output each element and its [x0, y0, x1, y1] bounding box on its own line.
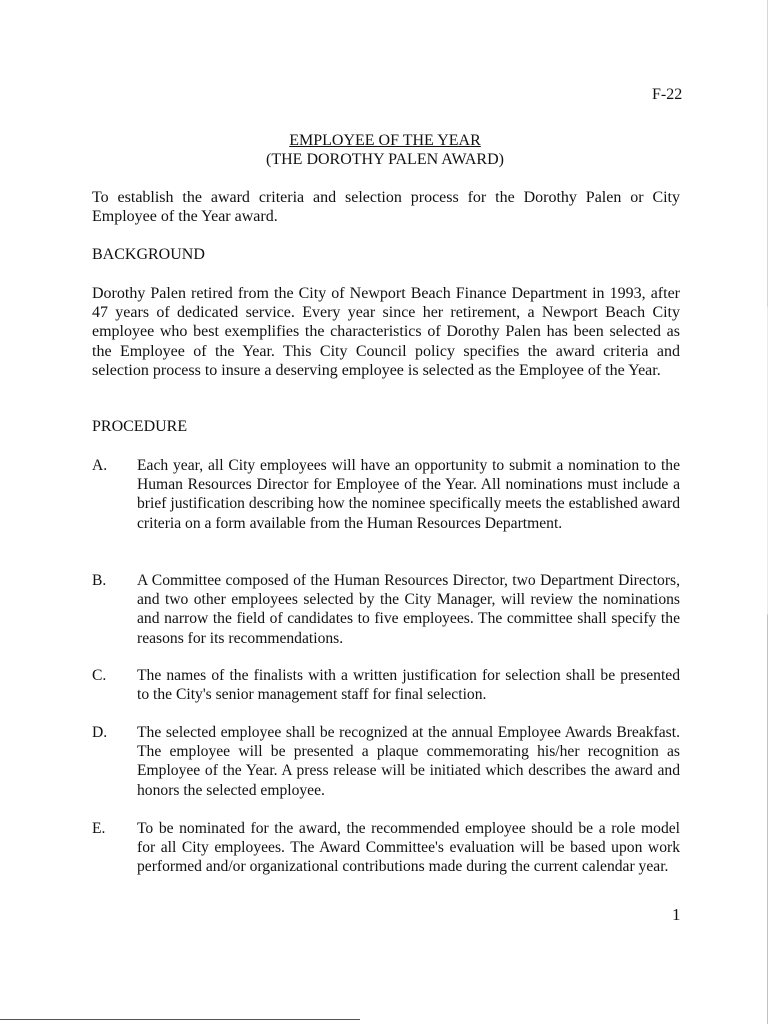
procedure-letter: E. — [92, 820, 106, 837]
procedure-letter: A. — [92, 457, 108, 474]
bottom-rule — [0, 1019, 360, 1020]
purpose-paragraph: To establish the award criteria and selection process for the Dorothy Palen or City Employee of the Year award. — [92, 189, 680, 226]
procedure-text: The selected employee shall be recognized at the annual Employee Awards Breakfast. The employee will be presented a plaque commemorating his/her recognition as Employee of the Year. A press release will be initiated which describes the award and honors the selected employee. — [137, 724, 680, 799]
procedure-text: A Committee composed of the Human Resources Director, two Department Directors, and two other employees selected by the City Manager, will review the nominations and narrow the field of candidates to five employees. The committee shall specify the reasons for its recommendations. — [137, 572, 680, 647]
title-line-2: (THE DOROTHY PALEN AWARD) — [266, 151, 504, 168]
procedure-letter: C. — [92, 667, 107, 684]
procedure-text: To be nominated for the award, the recommended employee should be a role model for all City employees. The Award Committee's evaluation will be based upon work performed and/or organizational contributions made during the current calendar year. — [137, 820, 680, 876]
page-number: 1 — [672, 905, 681, 924]
procedure-text: The names of the finalists with a written justification for selection shall be presented to the City's senior management staff for final selection. — [137, 667, 680, 704]
procedure-text: Each year, all City employees will have an opportunity to submit a nomination to the Human Resources Director for Employee of the Year. All nominations must include a brief justification describing how the nominee specifically meets the established award criteria on a form available from the Human Resources Department. — [137, 457, 680, 532]
form-id: F-22 — [652, 86, 683, 103]
document-title — [0, 131, 770, 169]
procedure-heading: PROCEDURE — [92, 418, 188, 435]
background-paragraph: Dorothy Palen retired from the City of Newport Beach Finance Department in 1993, after 47 years of dedicated service. Every year since her retirement, a Newport Beach City employee who best exemplifies the characteristics of Dorothy Palen has been selected as the Employee of the Year. This City Council policy specifies the award criteria and selection process to insure a deserving employee is selected as the Employee of the Year. — [92, 285, 680, 379]
procedure-letter: D. — [92, 724, 108, 741]
title-line-1: EMPLOYEE OF THE YEAR — [289, 132, 481, 149]
procedure-letter: B. — [92, 572, 107, 589]
background-heading: BACKGROUND — [92, 246, 205, 263]
